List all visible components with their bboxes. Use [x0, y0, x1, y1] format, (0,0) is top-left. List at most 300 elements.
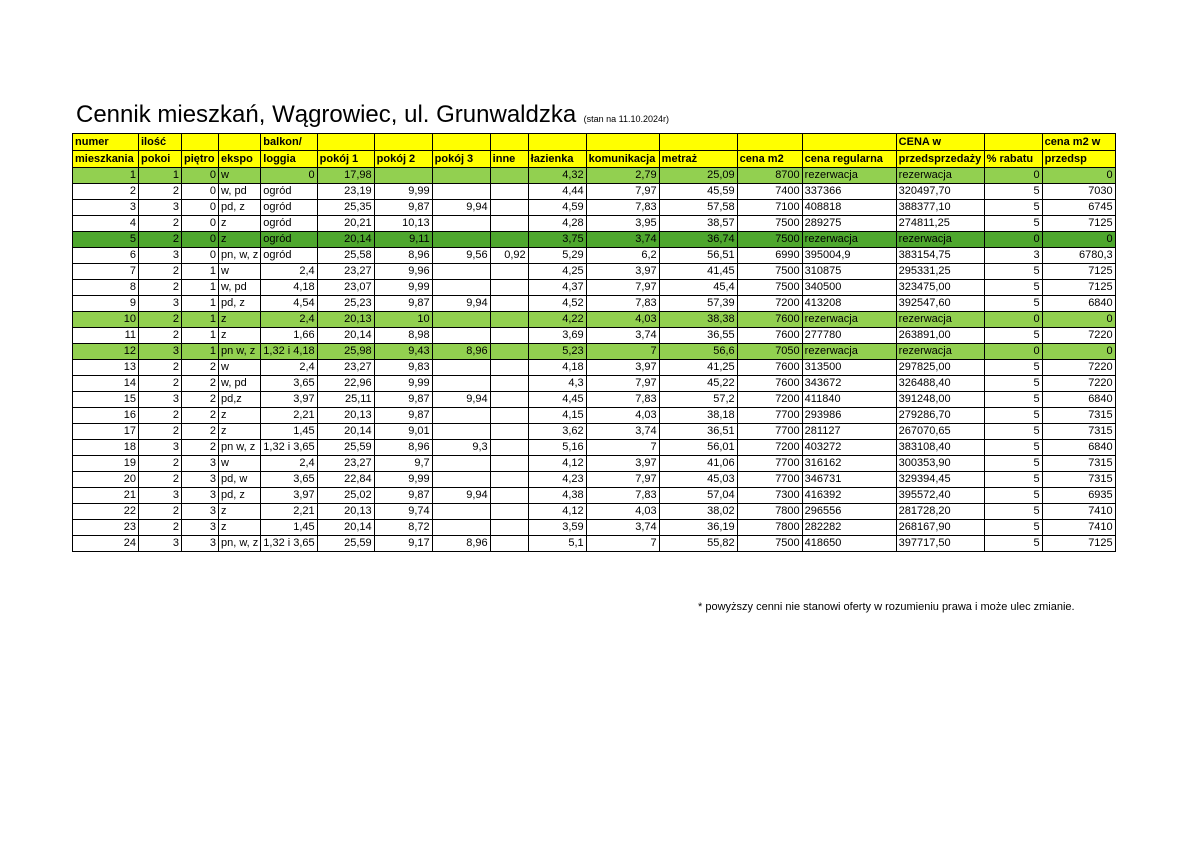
- table-row: [73, 520, 1116, 536]
- header-ekspo-line1: [219, 134, 261, 151]
- cell-cena-przedsprzedaz: 392547,60: [896, 296, 984, 312]
- cell-cena-regularna: 416392: [802, 488, 896, 504]
- cell-pokoj-2: 9,87: [374, 200, 432, 216]
- cell-pokoj-2: 9,83: [374, 360, 432, 376]
- cell-pokoj-3: 9,94: [432, 200, 490, 216]
- cell-cena-regularna: 313500: [802, 360, 896, 376]
- cell-rabat: 0: [984, 312, 1042, 328]
- cell-numer: 11: [73, 328, 139, 344]
- table-row: [73, 184, 1116, 200]
- table-row: [73, 200, 1116, 216]
- cell-ilosc-pokoi: 3: [139, 344, 182, 360]
- cell-cena-przedsprzedaz: 295331,25: [896, 264, 984, 280]
- cell-cena-regularna: 277780: [802, 328, 896, 344]
- cell-rabat: 5: [984, 328, 1042, 344]
- table-row: [73, 312, 1116, 328]
- cell-cena-przedsprzedaz: 397717,50: [896, 536, 984, 552]
- cell-pietro: 0: [182, 184, 219, 200]
- cell-balkon-loggia: 1,66: [261, 328, 317, 344]
- cell-ekspo: pn, w, z: [219, 536, 261, 552]
- cell-pokoj-1: 22,84: [317, 472, 374, 488]
- cell-cena-m2-przedsp: 6840: [1042, 392, 1115, 408]
- cell-lazienka: 4,52: [528, 296, 586, 312]
- cell-metraz: 56,6: [659, 344, 737, 360]
- cell-komunikacja: 4,03: [586, 408, 659, 424]
- cell-pokoj-1: 20,13: [317, 504, 374, 520]
- cell-numer: 22: [73, 504, 139, 520]
- header-metraz-line2: metraż: [659, 151, 737, 168]
- cell-pietro: 3: [182, 488, 219, 504]
- cell-ilosc-pokoi: 2: [139, 424, 182, 440]
- cell-ekspo: pd, z: [219, 200, 261, 216]
- cell-cena-m2: 7700: [737, 456, 802, 472]
- cell-pietro: 3: [182, 520, 219, 536]
- cell-komunikacja: 7: [586, 344, 659, 360]
- cell-lazienka: 4,15: [528, 408, 586, 424]
- cell-ilosc-pokoi: 2: [139, 376, 182, 392]
- cell-ekspo: z: [219, 216, 261, 232]
- cell-metraz: 57,58: [659, 200, 737, 216]
- cell-pokoj-2: 9,11: [374, 232, 432, 248]
- cell-ilosc-pokoi: 2: [139, 504, 182, 520]
- table-row: [73, 248, 1116, 264]
- header-pokoj-1-line1: [317, 134, 374, 151]
- cell-cena-m2: 8700: [737, 168, 802, 184]
- cell-rabat: 5: [984, 408, 1042, 424]
- cell-ilosc-pokoi: 2: [139, 264, 182, 280]
- table-row: [73, 328, 1116, 344]
- cell-cena-przedsprzedaz: 388377,10: [896, 200, 984, 216]
- cell-cena-m2: 7400: [737, 184, 802, 200]
- cell-lazienka: 3,62: [528, 424, 586, 440]
- table-row: [73, 456, 1116, 472]
- cell-komunikacja: 3,74: [586, 232, 659, 248]
- cell-cena-m2-przedsp: 7315: [1042, 408, 1115, 424]
- cell-pietro: 2: [182, 376, 219, 392]
- cell-rabat: 5: [984, 280, 1042, 296]
- cell-lazienka: 4,18: [528, 360, 586, 376]
- cell-balkon-loggia: ogród: [261, 232, 317, 248]
- table-row: [73, 168, 1116, 184]
- cell-lazienka: 4,25: [528, 264, 586, 280]
- cell-cena-m2: 7500: [737, 216, 802, 232]
- cell-pietro: 1: [182, 312, 219, 328]
- cell-pokoj-2: 9,99: [374, 376, 432, 392]
- cell-balkon-loggia: 1,32 i 3,65: [261, 440, 317, 456]
- cell-pokoj-2: 9,87: [374, 392, 432, 408]
- cell-lazienka: 4,28: [528, 216, 586, 232]
- table-row: [73, 392, 1116, 408]
- table-row: [73, 344, 1116, 360]
- cell-komunikacja: 3,97: [586, 264, 659, 280]
- cell-balkon-loggia: 2,21: [261, 408, 317, 424]
- cell-numer: 1: [73, 168, 139, 184]
- cell-cena-m2-przedsp: 7410: [1042, 504, 1115, 520]
- cell-pokoj-3: 8,96: [432, 536, 490, 552]
- cell-cena-m2: 7200: [737, 440, 802, 456]
- cell-numer: 3: [73, 200, 139, 216]
- cell-inne: [490, 504, 528, 520]
- cell-lazienka: 4,45: [528, 392, 586, 408]
- cell-numer: 20: [73, 472, 139, 488]
- cell-pokoj-1: 20,14: [317, 520, 374, 536]
- header-metraz-line1: [659, 134, 737, 151]
- cell-komunikacja: 7,83: [586, 200, 659, 216]
- header-ekspo-line2: ekspo: [219, 151, 261, 168]
- cell-cena-m2: 7050: [737, 344, 802, 360]
- table-row: [73, 296, 1116, 312]
- header-cena-przedsprzedaz-line1: CENA w: [896, 134, 984, 151]
- cell-balkon-loggia: ogród: [261, 216, 317, 232]
- cell-metraz: 25,09: [659, 168, 737, 184]
- cell-balkon-loggia: 0: [261, 168, 317, 184]
- cell-cena-m2: 6990: [737, 248, 802, 264]
- cell-pokoj-3: [432, 408, 490, 424]
- cell-cena-m2: 7500: [737, 264, 802, 280]
- cell-lazienka: 4,12: [528, 456, 586, 472]
- cell-inne: [490, 264, 528, 280]
- cell-cena-przedsprzedaz: 395572,40: [896, 488, 984, 504]
- table-row: [73, 408, 1116, 424]
- cell-pokoj-1: 20,14: [317, 232, 374, 248]
- cell-metraz: 36,51: [659, 424, 737, 440]
- header-balkon-loggia-line2: loggia: [261, 151, 317, 168]
- cell-cena-przedsprzedaz: rezerwacja: [896, 344, 984, 360]
- cell-pokoj-1: 20,14: [317, 328, 374, 344]
- cell-pokoj-1: 25,59: [317, 440, 374, 456]
- cell-lazienka: 5,23: [528, 344, 586, 360]
- header-rabat-line1: [984, 134, 1042, 151]
- cell-ilosc-pokoi: 2: [139, 232, 182, 248]
- cell-numer: 10: [73, 312, 139, 328]
- cell-cena-m2-przedsp: 0: [1042, 168, 1115, 184]
- header-inne-line2: inne: [490, 151, 528, 168]
- cell-komunikacja: 3,74: [586, 520, 659, 536]
- cell-komunikacja: 7,83: [586, 392, 659, 408]
- cell-pokoj-2: 9,99: [374, 184, 432, 200]
- cell-numer: 8: [73, 280, 139, 296]
- cell-inne: [490, 168, 528, 184]
- cell-numer: 4: [73, 216, 139, 232]
- cell-pietro: 1: [182, 280, 219, 296]
- cell-inne: [490, 216, 528, 232]
- header-komunikacja-line1: [586, 134, 659, 151]
- cell-inne: [490, 232, 528, 248]
- cell-numer: 17: [73, 424, 139, 440]
- cell-metraz: 38,57: [659, 216, 737, 232]
- header-row-top: [73, 134, 1116, 151]
- cell-metraz: 41,25: [659, 360, 737, 376]
- cell-cena-m2: 7600: [737, 360, 802, 376]
- cell-pokoj-3: [432, 184, 490, 200]
- cell-lazienka: 4,12: [528, 504, 586, 520]
- cell-cena-m2-przedsp: 6935: [1042, 488, 1115, 504]
- cell-komunikacja: 2,79: [586, 168, 659, 184]
- cell-inne: 0,92: [490, 248, 528, 264]
- cell-cena-przedsprzedaz: 326488,40: [896, 376, 984, 392]
- cell-ekspo: w, pd: [219, 280, 261, 296]
- cell-pietro: 2: [182, 440, 219, 456]
- cell-lazienka: 5,29: [528, 248, 586, 264]
- cell-inne: [490, 536, 528, 552]
- cell-lazienka: 3,75: [528, 232, 586, 248]
- cell-cena-regularna: 343672: [802, 376, 896, 392]
- cell-komunikacja: 3,95: [586, 216, 659, 232]
- cell-pokoj-1: 23,19: [317, 184, 374, 200]
- header-pokoj-2-line2: pokój 2: [374, 151, 432, 168]
- cell-pietro: 3: [182, 472, 219, 488]
- cell-metraz: 45,59: [659, 184, 737, 200]
- cell-ilosc-pokoi: 2: [139, 280, 182, 296]
- cell-pokoj-3: 9,94: [432, 392, 490, 408]
- cell-pokoj-1: 25,02: [317, 488, 374, 504]
- cell-ilosc-pokoi: 3: [139, 248, 182, 264]
- cell-lazienka: 4,23: [528, 472, 586, 488]
- cell-cena-regularna: 403272: [802, 440, 896, 456]
- cell-rabat: 3: [984, 248, 1042, 264]
- cell-cena-przedsprzedaz: 329394,45: [896, 472, 984, 488]
- cell-pokoj-2: 8,96: [374, 248, 432, 264]
- cell-rabat: 5: [984, 376, 1042, 392]
- cell-rabat: 5: [984, 424, 1042, 440]
- header-pietro-line2: piętro: [182, 151, 219, 168]
- header-rabat-line2: % rabatu: [984, 151, 1042, 168]
- cell-cena-regularna: 395004,9: [802, 248, 896, 264]
- cell-cena-regularna: rezerwacja: [802, 168, 896, 184]
- cell-inne: [490, 392, 528, 408]
- cell-pietro: 2: [182, 408, 219, 424]
- cell-cena-przedsprzedaz: 263891,00: [896, 328, 984, 344]
- table-row: [73, 424, 1116, 440]
- table-row: [73, 280, 1116, 296]
- cell-rabat: 5: [984, 216, 1042, 232]
- cell-pokoj-2: 9,99: [374, 472, 432, 488]
- cell-pietro: 1: [182, 344, 219, 360]
- header-ilosc-pokoi-line1: ilość: [139, 134, 182, 151]
- cell-cena-m2-przedsp: 6780,3: [1042, 248, 1115, 264]
- table-row: [73, 504, 1116, 520]
- cell-pokoj-2: 8,96: [374, 440, 432, 456]
- cell-ekspo: w: [219, 360, 261, 376]
- header-cena-m2-line2: cena m2: [737, 151, 802, 168]
- cell-pokoj-1: 20,13: [317, 312, 374, 328]
- cell-ilosc-pokoi: 3: [139, 536, 182, 552]
- cell-komunikacja: 7: [586, 536, 659, 552]
- cell-pokoj-3: 9,56: [432, 248, 490, 264]
- header-pietro-line1: [182, 134, 219, 151]
- cell-cena-m2: 7700: [737, 408, 802, 424]
- cell-lazienka: 3,59: [528, 520, 586, 536]
- cell-pietro: 2: [182, 424, 219, 440]
- cell-cena-m2: 7800: [737, 504, 802, 520]
- cell-cena-m2: 7800: [737, 520, 802, 536]
- cell-balkon-loggia: 3,65: [261, 376, 317, 392]
- table-row: [73, 264, 1116, 280]
- cell-cena-m2-przedsp: 6840: [1042, 296, 1115, 312]
- cell-pokoj-1: 25,35: [317, 200, 374, 216]
- cell-metraz: 57,39: [659, 296, 737, 312]
- cell-cena-przedsprzedaz: 274811,25: [896, 216, 984, 232]
- cell-balkon-loggia: ogród: [261, 200, 317, 216]
- cell-cena-m2: 7100: [737, 200, 802, 216]
- cell-numer: 14: [73, 376, 139, 392]
- cell-rabat: 5: [984, 440, 1042, 456]
- cell-inne: [490, 360, 528, 376]
- cell-ekspo: pd, z: [219, 488, 261, 504]
- cell-ilosc-pokoi: 2: [139, 472, 182, 488]
- header-cena-przedsprzedaz-line2: przedsprzedaży: [896, 151, 984, 168]
- cell-numer: 13: [73, 360, 139, 376]
- cell-balkon-loggia: 2,4: [261, 360, 317, 376]
- cell-cena-regularna: 346731: [802, 472, 896, 488]
- cell-metraz: 56,51: [659, 248, 737, 264]
- cell-inne: [490, 184, 528, 200]
- cell-pietro: 2: [182, 392, 219, 408]
- cell-pietro: 0: [182, 248, 219, 264]
- cell-komunikacja: 6,2: [586, 248, 659, 264]
- cell-ekspo: pd, z: [219, 296, 261, 312]
- cell-balkon-loggia: 3,97: [261, 488, 317, 504]
- cell-lazienka: 5,16: [528, 440, 586, 456]
- cell-cena-przedsprzedaz: 281728,20: [896, 504, 984, 520]
- cell-cena-przedsprzedaz: 383154,75: [896, 248, 984, 264]
- cell-cena-m2-przedsp: 7125: [1042, 536, 1115, 552]
- header-pokoj-3-line2: pokój 3: [432, 151, 490, 168]
- cell-cena-regularna: 418650: [802, 536, 896, 552]
- header-numer-line1: numer: [73, 134, 139, 151]
- header-row-bottom: [73, 151, 1116, 168]
- cell-pokoj-3: [432, 360, 490, 376]
- cell-cena-przedsprzedaz: rezerwacja: [896, 168, 984, 184]
- cell-rabat: 5: [984, 264, 1042, 280]
- cell-inne: [490, 328, 528, 344]
- cell-lazienka: 4,3: [528, 376, 586, 392]
- cell-metraz: 57,04: [659, 488, 737, 504]
- cell-ilosc-pokoi: 2: [139, 312, 182, 328]
- cell-ilosc-pokoi: 2: [139, 184, 182, 200]
- cell-metraz: 36,19: [659, 520, 737, 536]
- cell-ekspo: pn, w, z: [219, 248, 261, 264]
- cell-numer: 2: [73, 184, 139, 200]
- cell-komunikacja: 3,74: [586, 328, 659, 344]
- cell-komunikacja: 7,83: [586, 488, 659, 504]
- cell-pietro: 0: [182, 168, 219, 184]
- cell-metraz: 36,55: [659, 328, 737, 344]
- cell-pokoj-3: 9,94: [432, 296, 490, 312]
- cell-cena-przedsprzedaz: rezerwacja: [896, 312, 984, 328]
- cell-lazienka: 4,44: [528, 184, 586, 200]
- cell-pokoj-1: 20,21: [317, 216, 374, 232]
- cell-ekspo: z: [219, 504, 261, 520]
- table-row: [73, 376, 1116, 392]
- cell-balkon-loggia: 2,21: [261, 504, 317, 520]
- cell-pokoj-3: [432, 216, 490, 232]
- cell-ilosc-pokoi: 3: [139, 200, 182, 216]
- cell-numer: 5: [73, 232, 139, 248]
- cell-pokoj-1: 25,59: [317, 536, 374, 552]
- header-lazienka-line1: [528, 134, 586, 151]
- cell-cena-m2-przedsp: 7315: [1042, 456, 1115, 472]
- cell-metraz: 41,45: [659, 264, 737, 280]
- cell-metraz: 38,38: [659, 312, 737, 328]
- cell-ekspo: pn w, z: [219, 344, 261, 360]
- cell-balkon-loggia: 4,18: [261, 280, 317, 296]
- cell-rabat: 0: [984, 168, 1042, 184]
- cell-pokoj-2: 9,87: [374, 296, 432, 312]
- cell-inne: [490, 472, 528, 488]
- cell-pokoj-1: 25,11: [317, 392, 374, 408]
- table-row: [73, 360, 1116, 376]
- cell-rabat: 5: [984, 296, 1042, 312]
- cell-metraz: 45,4: [659, 280, 737, 296]
- header-komunikacja-line2: komunikacja: [586, 151, 659, 168]
- cell-cena-m2: 7700: [737, 424, 802, 440]
- cell-komunikacja: 7,97: [586, 280, 659, 296]
- cell-komunikacja: 4,03: [586, 312, 659, 328]
- cell-pokoj-1: 23,27: [317, 360, 374, 376]
- cell-balkon-loggia: 3,65: [261, 472, 317, 488]
- cell-ekspo: pn w, z: [219, 440, 261, 456]
- cell-cena-m2-przedsp: 6840: [1042, 440, 1115, 456]
- cell-numer: 15: [73, 392, 139, 408]
- cell-cena-m2: 7200: [737, 392, 802, 408]
- cell-numer: 24: [73, 536, 139, 552]
- cell-cena-przedsprzedaz: 279286,70: [896, 408, 984, 424]
- cell-numer: 6: [73, 248, 139, 264]
- cell-ekspo: z: [219, 328, 261, 344]
- cell-metraz: 55,82: [659, 536, 737, 552]
- cell-cena-m2: 7300: [737, 488, 802, 504]
- cell-pokoj-3: 9,3: [432, 440, 490, 456]
- cell-pokoj-1: 23,07: [317, 280, 374, 296]
- table-row: [73, 440, 1116, 456]
- cell-pokoj-2: 10,13: [374, 216, 432, 232]
- cell-cena-m2: 7700: [737, 472, 802, 488]
- table-row: [73, 488, 1116, 504]
- cell-cena-m2: 7200: [737, 296, 802, 312]
- header-pokoj-3-line1: [432, 134, 490, 151]
- cell-pokoj-2: 8,98: [374, 328, 432, 344]
- cell-cena-m2: 7600: [737, 328, 802, 344]
- cell-numer: 7: [73, 264, 139, 280]
- cell-inne: [490, 408, 528, 424]
- cell-cena-regularna: 296556: [802, 504, 896, 520]
- cell-cena-regularna: 340500: [802, 280, 896, 296]
- cell-inne: [490, 200, 528, 216]
- cell-pokoj-2: 9,74: [374, 504, 432, 520]
- cell-komunikacja: 7,83: [586, 296, 659, 312]
- cell-cena-m2: 7600: [737, 312, 802, 328]
- cell-pokoj-3: [432, 280, 490, 296]
- cell-pokoj-3: [432, 232, 490, 248]
- cell-cena-m2: 7500: [737, 280, 802, 296]
- cell-cena-m2-przedsp: 7030: [1042, 184, 1115, 200]
- cell-balkon-loggia: 2,4: [261, 264, 317, 280]
- cell-ekspo: pd, w: [219, 472, 261, 488]
- cell-numer: 21: [73, 488, 139, 504]
- cell-balkon-loggia: ogród: [261, 248, 317, 264]
- cell-numer: 23: [73, 520, 139, 536]
- cell-pietro: 0: [182, 232, 219, 248]
- header-lazienka-line2: łazienka: [528, 151, 586, 168]
- cell-ilosc-pokoi: 3: [139, 392, 182, 408]
- table-row: [73, 216, 1116, 232]
- cell-cena-przedsprzedaz: 297825,00: [896, 360, 984, 376]
- cell-cena-regularna: 281127: [802, 424, 896, 440]
- cell-ilosc-pokoi: 1: [139, 168, 182, 184]
- cell-pokoj-2: 9,7: [374, 456, 432, 472]
- cell-numer: 19: [73, 456, 139, 472]
